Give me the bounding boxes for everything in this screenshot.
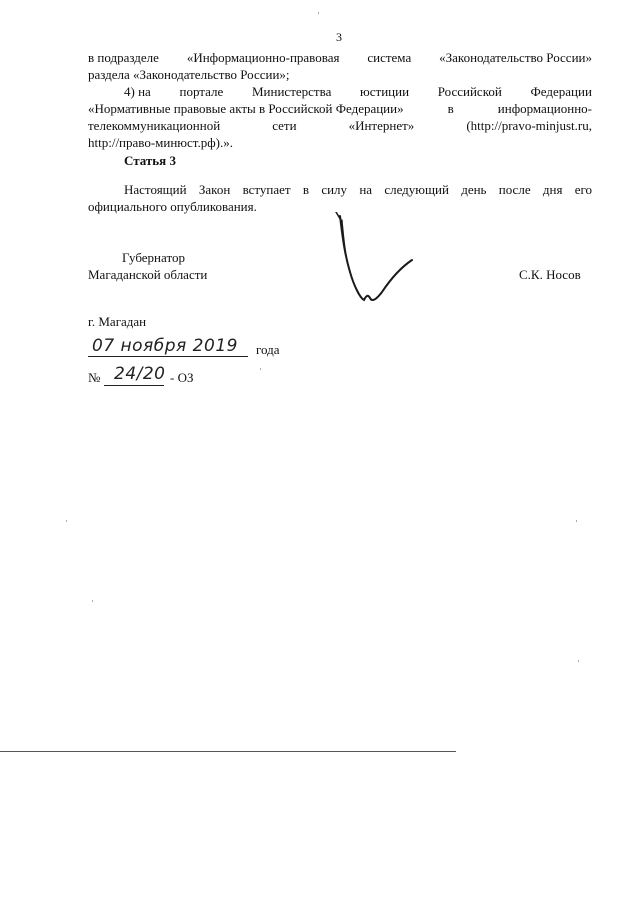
handwritten-law-number: 24/20 xyxy=(114,364,166,384)
bottom-scan-line xyxy=(0,751,456,752)
text-fragment: (http://pravo-minjust.ru, xyxy=(466,118,592,133)
handwritten-signature xyxy=(332,212,422,312)
scan-speck xyxy=(576,520,577,522)
scan-speck xyxy=(92,600,93,602)
text-fragment: «Интернет» xyxy=(348,118,415,133)
text-fragment: на xyxy=(359,182,373,197)
text-fragment: телекоммуникационной xyxy=(88,118,221,133)
text-fragment: силу xyxy=(321,182,348,197)
text-fragment: юстиции xyxy=(360,84,410,99)
text-fragment: Российской xyxy=(437,84,502,99)
text-fragment: в xyxy=(447,101,454,116)
paragraph-line xyxy=(88,101,592,117)
number-underline xyxy=(104,385,164,386)
scan-speck xyxy=(260,368,261,370)
text-fragment: дня xyxy=(542,182,563,197)
text-fragment: его xyxy=(574,182,592,197)
text-fragment: портале xyxy=(179,84,224,99)
number-suffix: - ОЗ xyxy=(170,370,194,385)
scan-speck xyxy=(578,660,579,662)
date-underline xyxy=(88,356,248,357)
text-fragment: «Законодательство России» xyxy=(439,50,592,65)
text-fragment: система xyxy=(367,50,412,65)
scan-speck xyxy=(66,520,67,522)
signatory-region: Магаданской области xyxy=(88,267,208,282)
text-fragment: в подразделе xyxy=(88,50,159,65)
text-fragment: сети xyxy=(272,118,297,133)
paragraph-line: http://право-минюст.рф).». xyxy=(88,135,233,150)
handwritten-date: 07 ноября 2019 xyxy=(92,336,238,356)
page-number: 3 xyxy=(336,30,342,44)
text-fragment: «Нормативные правовые акты в Российской Федерации» xyxy=(88,101,404,116)
list-item-4-line xyxy=(124,84,592,100)
paragraph-line: раздела «Законодательство России»; xyxy=(88,67,290,82)
article-body-line: официального опубликования. xyxy=(88,199,257,214)
scan-speck xyxy=(318,12,319,14)
paragraph-line xyxy=(88,118,592,134)
text-fragment: 4) на xyxy=(124,84,151,99)
text-fragment: следующий xyxy=(384,182,449,197)
text-fragment: Министерства xyxy=(252,84,332,99)
text-fragment: Федерации xyxy=(530,84,592,99)
text-fragment: информационно- xyxy=(497,101,592,116)
text-fragment: в xyxy=(302,182,310,197)
text-fragment: «Информационно-правовая xyxy=(186,50,340,65)
text-fragment: после xyxy=(498,182,531,197)
paragraph-line xyxy=(88,50,592,66)
article-body-line xyxy=(124,182,592,198)
signatory-name: С.К. Носов xyxy=(519,267,581,282)
number-prefix: № xyxy=(88,370,101,385)
text-fragment: Настоящий xyxy=(124,182,187,197)
date-suffix: года xyxy=(256,342,280,357)
text-fragment: вступает xyxy=(242,182,291,197)
signatory-title: Губернатор xyxy=(122,250,185,265)
text-fragment: день xyxy=(461,182,487,197)
article-heading: Статья 3 xyxy=(124,153,176,168)
place-of-signing: г. Магадан xyxy=(88,314,147,329)
text-fragment: Закон xyxy=(198,182,231,197)
